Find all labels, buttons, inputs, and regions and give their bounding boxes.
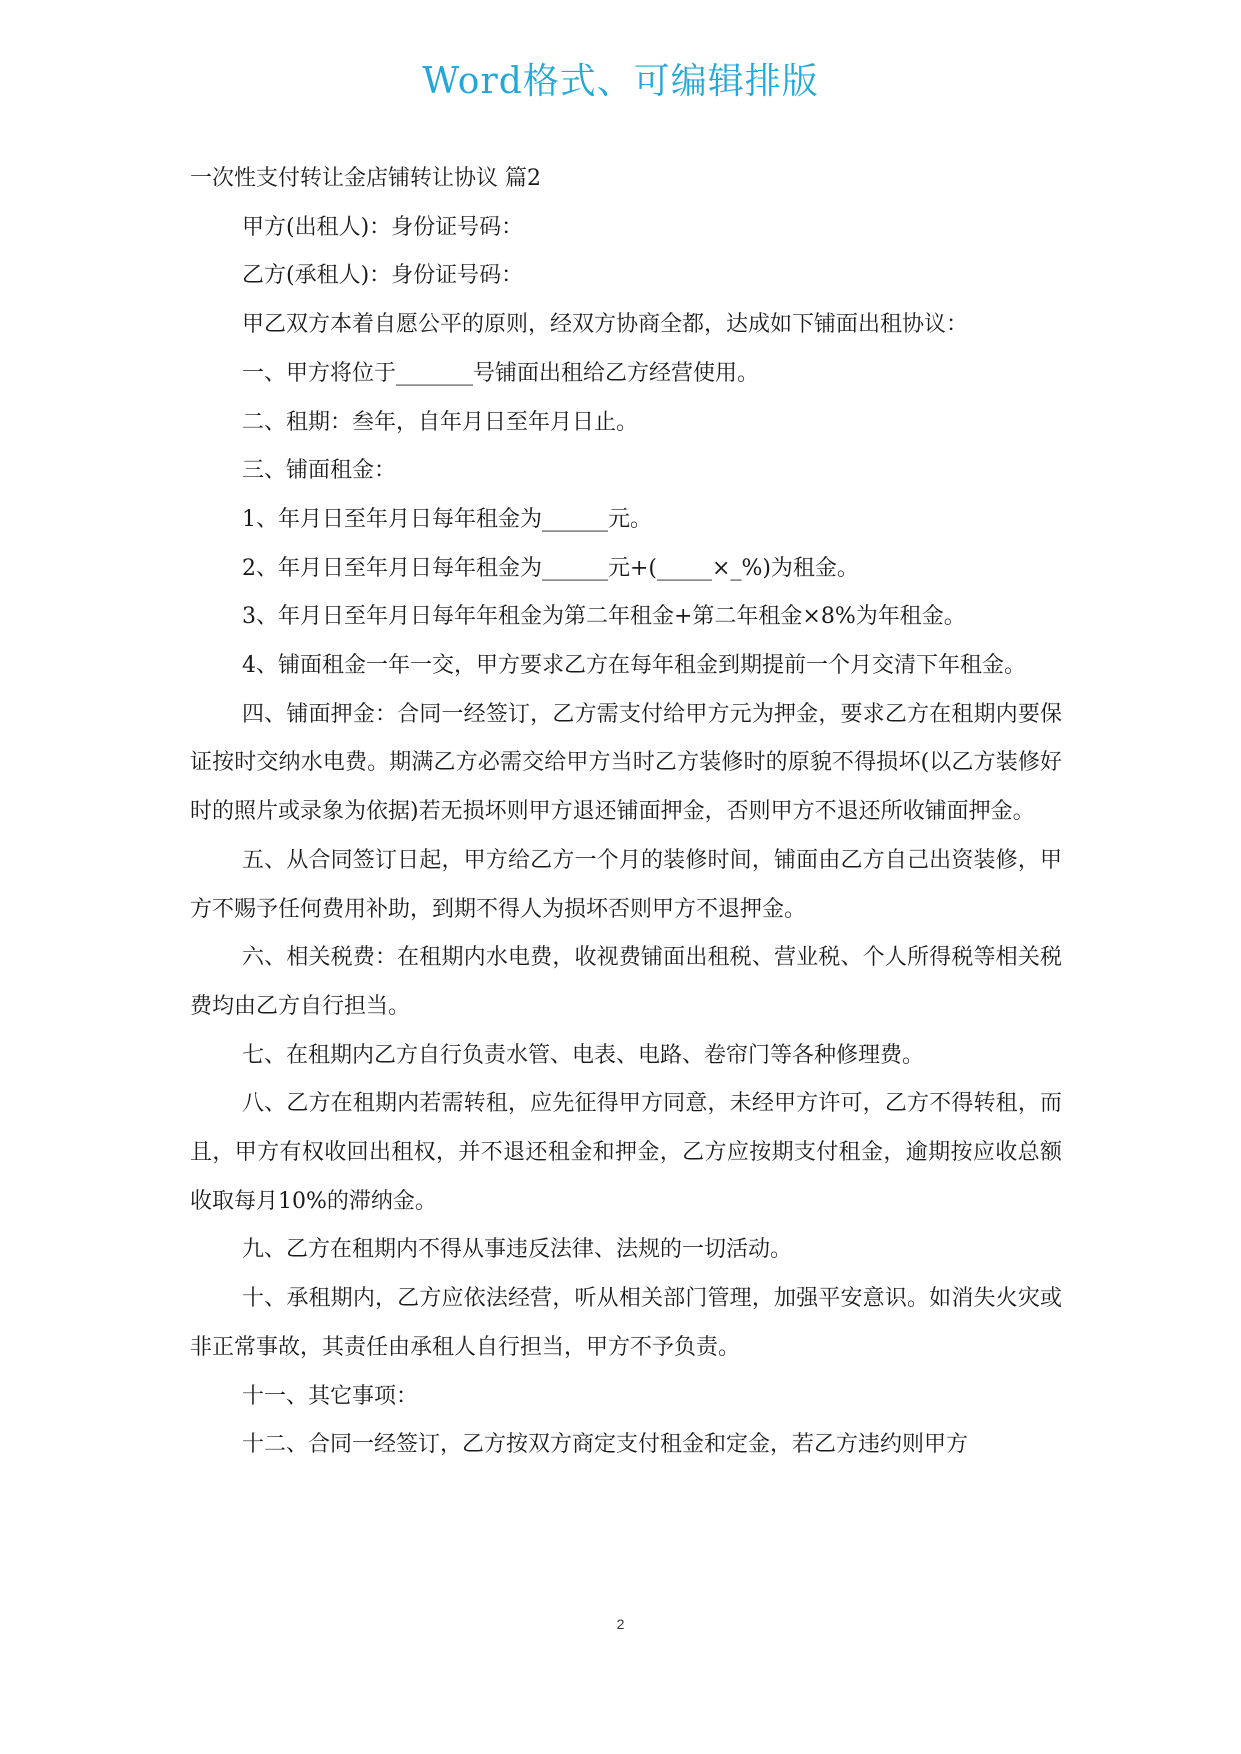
clause-9: 九、乙方在租期内不得从事违反法律、法规的一切活动。 — [242, 1237, 793, 1263]
clause-3: 三、铺面租金： — [242, 458, 397, 484]
clause-4: 四、铺面押金：合同一经签订，乙方需支付给甲方元为押金，要求乙方在租期内要保证按时交纳水电费。期满乙方必需交给甲方当时乙方装修时的原貌不得损坏(以乙方装修好时的照片或录象为依据)若无损坏则甲方退还铺面押金，否则甲方不退还所收铺面押金。 — [190, 701, 1062, 825]
clause-1: 一、甲方将位于_______号铺面出租给乙方经营使用。 — [242, 360, 760, 386]
document-body — [190, 155, 1062, 1470]
clause-3-3: 3、年月日至年月日每年年租金为第二年租金+第二年租金×8%为年租金。 — [242, 604, 966, 630]
clause-8: 八、乙方在租期内若需转租，应先征得甲方同意，未经甲方许可，乙方不得转租，而且，甲方有权收回出租权，并不退还租金和押金，乙方应按期支付租金，逾期按应收总额收取每月10%的滞纳金。 — [190, 1091, 1062, 1214]
page-number: 2 — [616, 1616, 625, 1632]
clause-6: 六、相关税费：在租期内水电费，收视费铺面出租税、营业税、个人所得税等相关税费均由乙方自行担当。 — [190, 945, 1062, 1019]
document-title: 一次性支付转让金店铺转让协议 篇2 — [190, 166, 541, 191]
clause-12: 十二、合同一经签订，乙方按双方商定支付租金和定金，若乙方违约则甲方 — [242, 1432, 969, 1458]
clause-2: 二、租期：叁年，自年月日至年月日止。 — [242, 409, 639, 435]
intro-paragraph: 甲乙双方本着自愿公平的原则，经双方协商全都，达成如下铺面出租协议： — [242, 312, 969, 338]
clause-10: 十、承租期内，乙方应依法经营，听从相关部门管理，加强平安意识。如消失火灾或非正常事故，其责任由承租人自行担当，甲方不予负责。 — [190, 1286, 1062, 1360]
party-a-line: 甲方(出租人)：身份证号码： — [242, 214, 524, 240]
clause-5: 五、从合同签订日起，甲方给乙方一个月的装修时间，铺面由乙方自己出资装修，甲方不赐予任何费用补助，到期不得人为损坏否则甲方不退押金。 — [190, 847, 1062, 922]
clause-11: 十一、其它事项： — [242, 1383, 419, 1409]
clause-3-4: 4、铺面租金一年一交，甲方要求乙方在每年租金到期提前一个月交清下年租金。 — [242, 653, 1026, 679]
header-title: Word格式、可编辑排版 — [422, 61, 819, 102]
clause-3-2: 2、年月日至年月日每年租金为______元+(_____×_%)为租金。 — [242, 555, 859, 581]
clause-7: 七、在租期内乙方自行负责水管、电表、电路、卷帘门等各种修理费。 — [242, 1042, 925, 1068]
clause-3-1: 1、年月日至年月日每年租金为______元。 — [242, 506, 652, 532]
party-b-line: 乙方(承租人)：身份证号码： — [242, 263, 524, 289]
